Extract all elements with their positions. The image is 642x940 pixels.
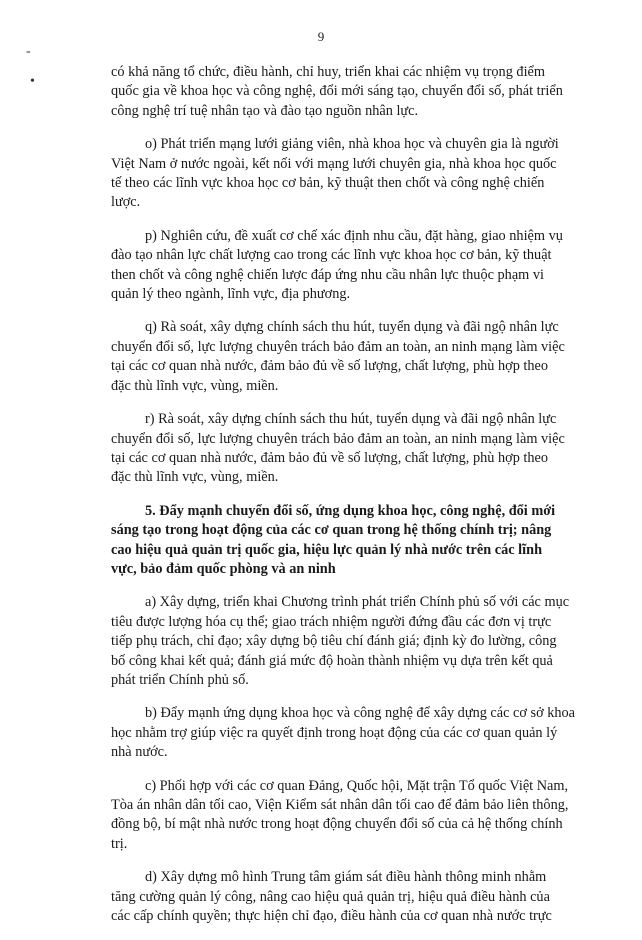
text-line: học nhằm trợ giúp việc ra quyết định trong hoạt động của các cơ quan quản lý bbox=[111, 724, 558, 741]
text-line: then chốt và công nghệ chiến lược đáp ứng nhu cầu nhân lực thuộc phạm vi bbox=[111, 266, 544, 283]
paragraph-o bbox=[111, 135, 583, 213]
text-line: b) Đẩy mạnh ứng dụng khoa học và công nghệ để xây dựng các cơ sở khoa bbox=[145, 705, 576, 722]
text-line: q) Rà soát, xây dựng chính sách thu hút, tuyển dụng và đãi ngộ nhân lực bbox=[145, 319, 559, 336]
text-line: r) Rà soát, xây dựng chính sách thu hút, tuyển dụng và đãi ngộ nhân lực bbox=[145, 411, 557, 428]
paragraph-intro bbox=[111, 63, 583, 121]
text-line: đặc thù lĩnh vực, vùng, miền. bbox=[111, 469, 279, 486]
text-line: bố công khai kết quả; đánh giá mức độ hoàn thành nhiệm vụ dựa trên kết quả bbox=[111, 652, 553, 669]
text-line: tại các cơ quan nhà nước, đảm bảo đủ về số lượng, chất lượng, phù hợp theo bbox=[111, 358, 549, 375]
paragraph-d bbox=[111, 868, 583, 926]
text-line: tế theo các lĩnh vực khoa học cơ bản, kỹ thuật then chốt và công nghệ chiến bbox=[111, 175, 545, 192]
text-line: quốc gia về khoa học và công nghệ, đổi mới sáng tạo, chuyển đổi số, phát triển bbox=[111, 83, 563, 100]
text-line: c) Phối hợp với các cơ quan Đảng, Quốc hội, Mặt trận Tổ quốc Việt Nam, bbox=[145, 777, 569, 794]
text-line: Tòa án nhân dân tối cao, Viện Kiểm sát nhân dân tối cao để đảm bảo liên thông, bbox=[111, 797, 569, 813]
paragraph-a bbox=[111, 593, 583, 690]
text-line: đồng bộ, bí mật nhà nước trong hoạt động chuyển đổi số của cả hệ thống chính bbox=[111, 816, 563, 833]
text-line: nhà nước. bbox=[111, 744, 168, 761]
paragraph-r bbox=[111, 410, 583, 488]
text-line: tăng cường quản lý công, nâng cao hiệu quả quản trị, hiệu quả điều hành của bbox=[111, 888, 550, 905]
text-line: o) Phát triển mạng lưới giảng viên, nhà khoa học và chuyên gia là người bbox=[145, 136, 559, 153]
text-line: quản lý theo ngành, lĩnh vực, địa phương. bbox=[111, 286, 351, 303]
paragraph-5 bbox=[111, 502, 583, 580]
text-line: các cấp chính quyền; thực hiện chỉ đạo, điều hành của cơ quan nhà nước trực bbox=[111, 908, 552, 925]
text-line: phát triển Chính phủ số. bbox=[111, 671, 249, 688]
text-line: tiêu được lượng hóa cụ thể; giao trách nhiệm người đứng đầu các đơn vị trực bbox=[111, 613, 552, 630]
text-line: chuyển đổi số, lực lượng chuyên trách bảo đảm an toàn, an ninh mạng làm việc bbox=[111, 430, 565, 447]
text-line: tại các cơ quan nhà nước, đảm bảo đủ về số lượng, chất lượng, phù hợp theo bbox=[111, 449, 549, 466]
text-line: công nghệ trí tuệ nhân tạo và đào tạo nguồn nhân lực. bbox=[111, 102, 419, 119]
text-line: trị. bbox=[111, 835, 128, 852]
paragraph-p bbox=[111, 227, 583, 305]
margin-mark-dot: • bbox=[30, 74, 35, 89]
paragraph-c bbox=[111, 777, 583, 855]
text-line: tiếp phụ trách, chỉ đạo; xây dựng bộ tiêu chí đánh giá; định kỳ đo lường, công bbox=[111, 633, 557, 650]
paragraph-b bbox=[111, 704, 583, 762]
document-body bbox=[111, 63, 583, 940]
page-number: 9 bbox=[317, 29, 325, 44]
text-line: a) Xây dựng, triển khai Chương trình phát triển Chính phủ số với các mục bbox=[145, 594, 570, 611]
text-line: p) Nghiên cứu, đề xuất cơ chế xác định nhu cầu, đặt hàng, giao nhiệm vụ bbox=[145, 227, 563, 244]
text-line: d) Xây dựng mô hình Trung tâm giám sát điều hành thông minh nhằm bbox=[145, 869, 547, 886]
paragraph-q bbox=[111, 318, 583, 396]
text-line: vực, bảo đảm quốc phòng và an ninh bbox=[111, 560, 336, 577]
text-line: 5. Đẩy mạnh chuyển đổi số, ứng dụng khoa học, công nghệ, đổi mới bbox=[145, 502, 556, 519]
text-line: lược. bbox=[111, 194, 141, 211]
text-line: Việt Nam ở nước ngoài, kết nối với mạng lưới chuyên gia, nhà khoa học quốc bbox=[111, 155, 557, 172]
text-line: đào tạo nhân lực chất lượng cao trong các lĩnh vực khoa học cơ bản, kỹ thuật bbox=[111, 247, 552, 264]
text-line: có khả năng tổ chức, điều hành, chỉ huy, triển khai các nhiệm vụ trọng điểm bbox=[111, 64, 546, 80]
text-line: cao hiệu quả quản trị quốc gia, hiệu lực quản lý nhà nước trên các lĩnh bbox=[111, 541, 543, 558]
text-line: chuyển đổi số, lực lượng chuyên trách bảo đảm an toàn, an ninh mạng làm việc bbox=[111, 338, 565, 355]
margin-mark-dash: - bbox=[26, 44, 31, 59]
text-line: đặc thù lĩnh vực, vùng, miền. bbox=[111, 377, 279, 394]
text-line: sáng tạo trong hoạt động của các cơ quan trong hệ thống chính trị; nâng bbox=[111, 522, 552, 539]
